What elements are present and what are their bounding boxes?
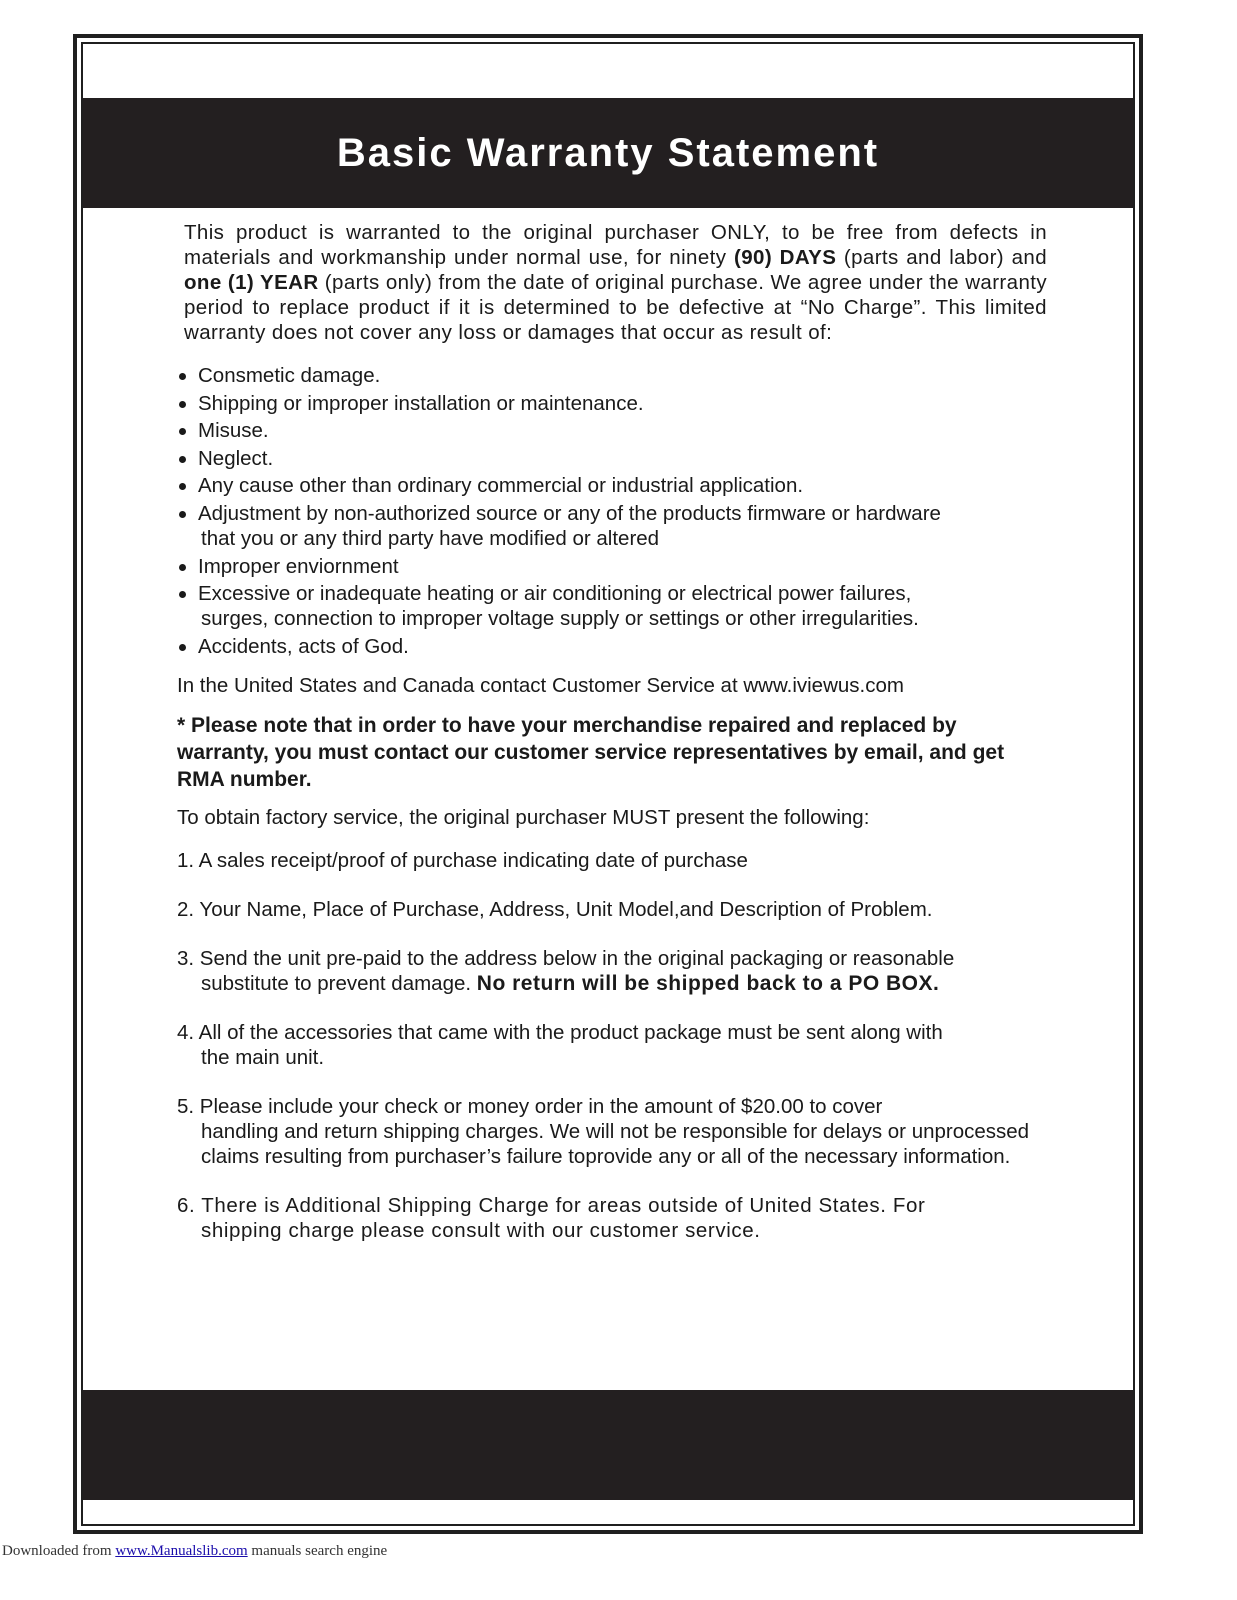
list-item-text: Misuse. <box>198 419 269 443</box>
intro-text-3: (parts only) from the date of original purchase. We agree under the warranty period to replace product if it is determined to be defective at “No Charge”. This limited warranty does not cover any loss or damages that occur as result of: <box>184 271 1048 344</box>
list-item-text: Any cause other than ordinary commercial or industrial application. <box>198 474 804 498</box>
list-item-text: Shipping or improper installation or maintenance. <box>198 391 644 415</box>
download-prefix: Downloaded from <box>2 1543 116 1559</box>
contact-line: In the United States and Canada contact Customer Service at www.iviewus.com <box>177 673 904 697</box>
list-item <box>177 1193 1047 1243</box>
list-item-text: Neglect. <box>198 446 274 470</box>
list-item <box>177 418 1047 443</box>
list-item <box>177 391 1047 416</box>
step-text: 4. All of the accessories that came with the product package must be sent along with <box>177 1020 943 1044</box>
list-item-text: Consmetic damage. <box>198 364 381 387</box>
download-credit <box>2 1543 387 1560</box>
step-text: 1. A sales receipt/proof of purchase indicating date of purchase <box>177 848 748 872</box>
step-continuation: shipping charge please consult with our customer service. <box>201 1218 761 1242</box>
intro-paragraph <box>184 220 1047 345</box>
rma-note: * Please note that in order to have your merchandise repaired and replaced by warranty, you must contact our customer service representatives by email, and get RMA number. <box>177 713 1005 791</box>
step-text: 5. Please include your check or money order in the amount of $20.00 to cover <box>177 1094 883 1118</box>
intro-days: (90) DAYS <box>733 246 837 269</box>
step-continuation: handling and return shipping charges. We will not be responsible for delays or unprocessed claims resulting from purchaser’s failure toprovide any or all of the necessary information. <box>201 1119 1030 1168</box>
header-band <box>83 98 1133 208</box>
step-continuation: the main unit. <box>201 1045 325 1069</box>
list-item-continuation: surges, connection to improper voltage supply or settings or other irregularities. <box>201 607 919 631</box>
list-item <box>177 446 1047 471</box>
obtain-service-intro: To obtain factory service, the original purchaser MUST present the following: <box>177 805 870 829</box>
step-text: 3. Send the unit pre-paid to the address below in the original packaging or reasonable <box>177 946 955 970</box>
list-item-text: Excessive or inadequate heating or air conditioning or electrical power failures, <box>198 582 912 606</box>
list-item <box>177 554 1047 579</box>
list-item <box>177 473 1047 498</box>
list-item <box>177 581 1047 631</box>
manualslib-link[interactable]: www.Manualslib.com <box>115 1543 248 1559</box>
list-item <box>177 501 1047 551</box>
step-continuation <box>177 971 1047 996</box>
po-box-warning: No return will be shipped back to a PO BOX. <box>476 971 940 995</box>
list-item-text: Adjustment by non-authorized source or any of the products firmware or hardware <box>198 501 941 525</box>
requirements-list <box>177 848 1047 1243</box>
download-suffix: manuals search engine <box>247 1543 388 1559</box>
step-text: 6. There is Additional Shipping Charge for areas outside of United States. For <box>177 1193 926 1217</box>
intro-text-1: This product is warranted to the original purchaser ONLY, to be free from defects in materials and workmanship under normal use, for ninety <box>184 221 1047 269</box>
list-item <box>177 897 1047 922</box>
list-item <box>177 634 1047 659</box>
list-item <box>177 1094 1047 1169</box>
list-item-continuation: that you or any third party have modified or altered <box>201 526 660 550</box>
warranty-body <box>177 220 1047 1267</box>
page-title: Basic Warranty Statement <box>336 130 880 175</box>
list-item <box>177 848 1047 873</box>
intro-year: one (1) YEAR <box>184 271 319 294</box>
list-item <box>177 1020 1047 1070</box>
step-continuation-text: substitute to prevent damage. <box>201 971 477 995</box>
list-item <box>177 946 1047 996</box>
footer-band <box>83 1390 1133 1500</box>
intro-text-2: (parts and labor) and <box>836 246 1048 269</box>
list-item-text: Improper enviornment <box>198 554 399 578</box>
list-item-text: Accidents, acts of God. <box>198 634 409 658</box>
list-item <box>177 363 1047 388</box>
step-text: 2. Your Name, Place of Purchase, Address, Unit Model,and Description of Problem. <box>177 897 933 921</box>
exclusions-list <box>177 363 1047 659</box>
